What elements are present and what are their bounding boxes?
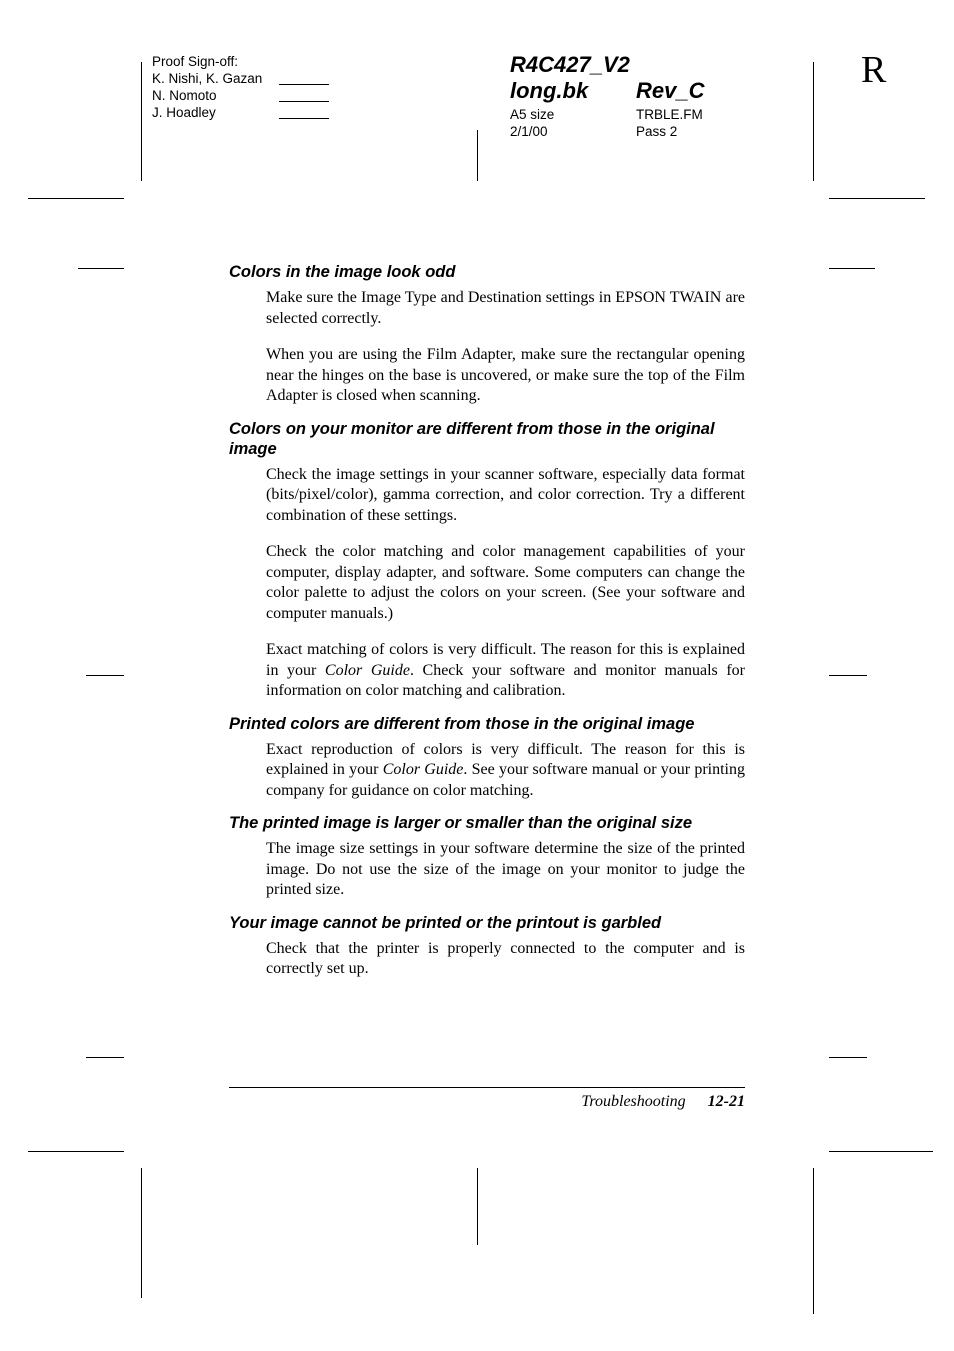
crop-mark: [813, 62, 814, 181]
job-size: A5 size: [510, 107, 555, 122]
signature-line: [279, 84, 329, 85]
crop-mark: [28, 1151, 124, 1152]
section-printed-colors: [229, 714, 745, 802]
proof-title: Proof Sign-off:: [152, 54, 239, 69]
crop-mark: [813, 1168, 814, 1314]
crop-mark: [86, 1057, 124, 1058]
signature-line: [279, 101, 329, 102]
paragraph: Check the color matching and color management capabilities of your computer, display adapter, and software. Some computers can change the color palette to adjust the colors on your screen. (See your software and computer manuals.): [266, 543, 745, 622]
paragraph: When you are using the Film Adapter, make sure the rectangular opening near the hinges on the base is uncovered, or make sure the top of the Film Adapter is closed when scanning.: [266, 346, 745, 404]
section-heading: Colors on your monitor are different from those in the original image: [229, 419, 715, 458]
proof-signoff: [152, 53, 262, 121]
signature-line: [279, 118, 329, 119]
job-code: R4C427_V2: [510, 52, 630, 77]
crop-mark: [141, 62, 142, 181]
job-file: TRBLE.FM: [636, 107, 703, 122]
text-run: Exact reproduction of colors is very difficult. The reason for this is explained in your: [266, 740, 745, 778]
crop-mark: [829, 675, 867, 676]
job-pass: Pass 2: [636, 124, 678, 139]
paragraph: [266, 740, 745, 802]
proof-name-row: [152, 70, 262, 87]
footer-rule: [229, 1087, 745, 1088]
proof-name-row: [152, 87, 262, 104]
color-guide-reference: Color Guide: [324, 661, 410, 679]
crop-mark: [28, 198, 124, 199]
side-letter: R: [861, 49, 887, 91]
paragraph: [266, 640, 745, 702]
crop-mark: [477, 130, 478, 181]
section-cannot-print: [229, 913, 745, 980]
page-number: 12-21: [707, 1093, 745, 1110]
proof-name-row: [152, 104, 262, 121]
crop-mark: [78, 268, 124, 269]
proof-name: K. Nishi, K. Gazan: [152, 71, 263, 86]
paragraph: Make sure the Image Type and Destination settings in EPSON TWAIN are selected correctly.: [266, 289, 745, 327]
proof-name: N. Nomoto: [152, 88, 217, 103]
job-date: 2/1/00: [510, 124, 548, 139]
page-content: [229, 262, 745, 992]
paragraph: Check that the printer is properly connected to the computer and is correctly set up.: [266, 939, 745, 977]
paragraph: Check the image settings in your scanner software, especially data format (bits/pixel/color), gamma correction, and color correction. Try a different combination of these settings.: [266, 465, 745, 524]
section-colors-look-odd: [229, 262, 745, 407]
crop-mark: [141, 1168, 142, 1298]
footer-text: [229, 1092, 745, 1112]
crop-mark: [477, 1168, 478, 1245]
crop-mark: [86, 675, 124, 676]
section-heading: Your image cannot be printed or the printout is garbled: [229, 913, 662, 932]
text-run: . Check your software and monitor manuals for information on color matching and calibration.: [266, 661, 745, 699]
footer-section-name: Troubleshooting: [581, 1093, 686, 1110]
proof-name: J. Hoadley: [152, 105, 216, 120]
crop-mark: [829, 198, 925, 199]
color-guide-reference: Color Guide: [382, 761, 464, 778]
text-run: Exact matching of colors is very difficult. The reason for this is explained in your: [266, 641, 745, 679]
crop-mark: [829, 1057, 867, 1058]
section-heading: Colors in the image look odd: [229, 263, 456, 281]
job-rev: Rev_C: [636, 78, 705, 103]
section-monitor-colors: [229, 419, 745, 702]
section-heading: Printed colors are different from those in the original image: [229, 714, 695, 733]
section-image-size: [229, 813, 745, 901]
text-run: . See your software manual or your printing company for guidance on color matching.: [266, 761, 746, 799]
section-heading: The printed image is larger or smaller than the original size: [229, 814, 693, 832]
page-footer: [229, 1087, 745, 1112]
crop-mark: [829, 1151, 933, 1152]
job-book: long.bk: [510, 78, 589, 103]
paragraph: The image size settings in your software determine the size of the printed image. Do not use the size of the image on your monitor to judge the printed size.: [266, 840, 745, 898]
crop-mark: [829, 268, 875, 269]
